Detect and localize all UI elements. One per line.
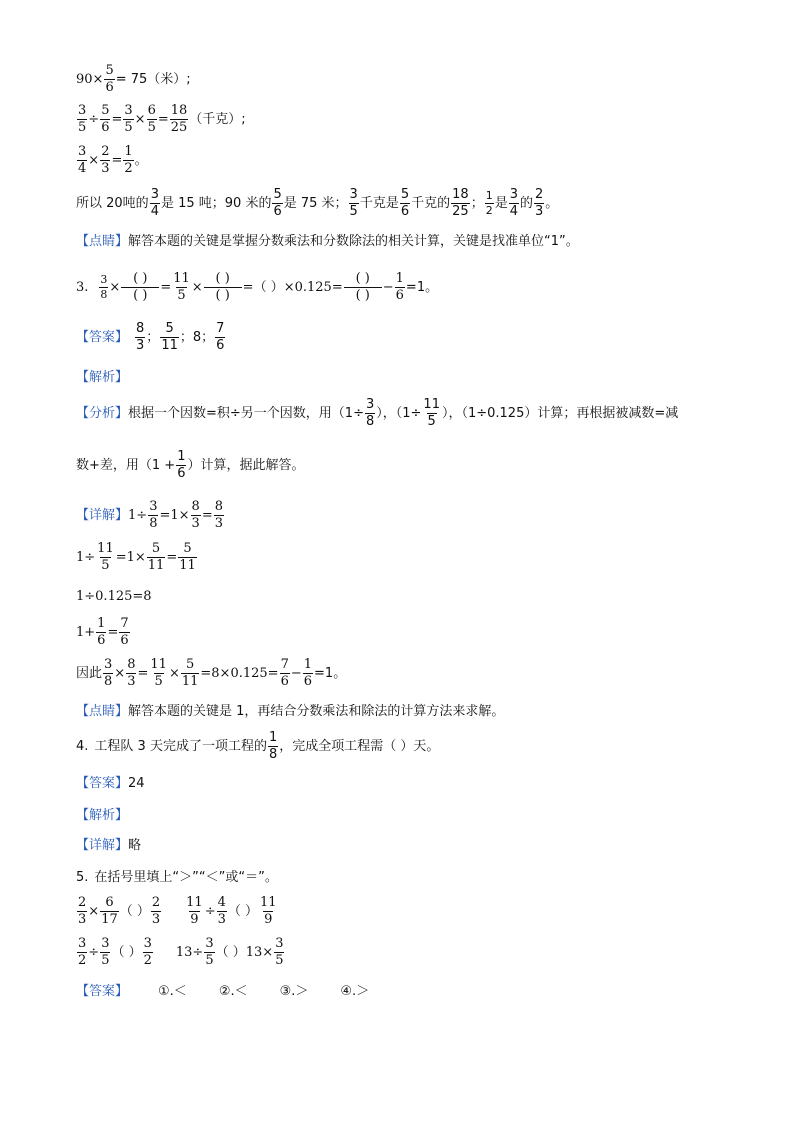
fraction — [96, 542, 115, 572]
numerator: 3 — [509, 187, 518, 202]
answer-blank[interactable]: ，完成全项工程需（ ）天。 — [279, 738, 440, 754]
denominator: 6 — [395, 287, 404, 303]
fraction — [215, 322, 225, 352]
question-4 — [76, 731, 439, 761]
fraction — [400, 188, 410, 218]
numerator: ( ) — [355, 271, 370, 286]
answer-3 — [76, 322, 226, 352]
numerator: 11 — [260, 895, 277, 910]
answer-item: ④.＞ — [340, 984, 370, 999]
numerator: 3 — [124, 103, 133, 118]
expr-text: =1。 — [405, 279, 439, 295]
detail-line-4 — [76, 617, 131, 647]
expr-text: 1+ — [76, 624, 96, 640]
fenxi-line-2 — [76, 450, 305, 480]
operator: × — [134, 111, 146, 127]
denominator: 3 — [217, 911, 226, 927]
numerator: 3 — [205, 936, 214, 951]
text: 的 — [520, 195, 534, 211]
expr-text: =1。 — [314, 665, 347, 681]
numerator: 5 — [101, 103, 110, 118]
question-3 — [76, 272, 438, 302]
numerator: 3 — [78, 936, 87, 951]
fraction — [135, 322, 145, 352]
fraction — [77, 145, 87, 175]
denominator: ( ) — [204, 287, 242, 303]
section-tag: 【答案】 — [76, 776, 129, 791]
denominator: 11 — [161, 337, 178, 353]
expr-text: ×0.125= — [283, 279, 343, 295]
detail-line-1 — [76, 500, 225, 530]
blank-fraction[interactable] — [121, 272, 159, 302]
fraction — [204, 937, 214, 967]
expr-text: 90× — [76, 71, 104, 87]
fraction — [160, 322, 179, 352]
numerator: 5 — [400, 187, 410, 202]
text: 。 — [545, 195, 559, 211]
separator: ； — [146, 329, 160, 345]
fraction — [181, 658, 200, 688]
numerator: 1 — [177, 449, 186, 464]
operator: ÷ — [88, 111, 100, 127]
expr-text: =1× — [115, 549, 146, 565]
denominator: 5 — [205, 952, 214, 968]
denominator: 17 — [101, 911, 118, 927]
operator: = — [111, 152, 123, 168]
text: 是 — [494, 195, 508, 211]
denominator: 5 — [124, 119, 133, 135]
denominator: 25 — [170, 119, 188, 135]
denominator: 8 — [149, 515, 158, 531]
text: ），（1÷0.125）计算；再根据被减数=减 — [441, 405, 679, 421]
text: ； — [470, 195, 484, 211]
numerator: ( ) — [215, 271, 230, 286]
jiexi-4 — [76, 809, 128, 822]
question-number: 3. — [76, 279, 89, 295]
answer-item: ②.＜ — [218, 984, 248, 999]
calc-line-1 — [76, 64, 191, 94]
blank-fraction[interactable] — [344, 272, 382, 302]
denominator: 6 — [120, 632, 129, 648]
numerator: 11 — [186, 895, 203, 910]
expr-text: 1÷0.125=8 — [76, 589, 152, 604]
numerator: 11 — [150, 657, 167, 672]
denominator: 11 — [181, 673, 199, 689]
fraction — [147, 542, 166, 572]
text: ）计算，据此解答。 — [187, 457, 305, 473]
blank-fraction[interactable] — [204, 272, 242, 302]
denominator: 9 — [264, 911, 273, 927]
detail-line-3 — [76, 590, 152, 603]
denominator: 5 — [177, 287, 186, 303]
operator: ÷ — [204, 903, 216, 919]
denominator: 5 — [275, 952, 284, 968]
denominator: 2 — [485, 203, 493, 217]
fraction — [303, 658, 313, 688]
numerator: 3 — [78, 103, 87, 118]
summary-line — [76, 188, 558, 218]
answer-item: ③.＞ — [279, 984, 309, 999]
numerator: 5 — [151, 541, 161, 556]
numerator: 3 — [143, 936, 152, 951]
fraction — [272, 188, 282, 218]
numerator: 1 — [124, 144, 133, 159]
expr-text: = — [201, 507, 213, 523]
fraction — [268, 731, 278, 761]
fraction — [191, 500, 201, 530]
numerator: ( ) — [133, 271, 148, 286]
operator: = — [111, 111, 123, 127]
denominator: 3 — [78, 911, 87, 927]
fraction — [365, 398, 375, 428]
numerator: 8 — [214, 499, 223, 514]
text: 千克的 — [411, 195, 451, 211]
operator: − — [382, 279, 394, 295]
numerator: 7 — [216, 321, 225, 336]
denominator: 3 — [535, 203, 544, 219]
detail-text: 略 — [128, 838, 142, 853]
question-text: 在括号里填上“＞”“＜”或“＝”。 — [94, 870, 278, 885]
question-text: 工程队 3 天完成了一项工程的 — [94, 738, 267, 754]
fraction — [77, 937, 87, 967]
denominator: ( ) — [121, 287, 159, 303]
dianjing-line-1 — [76, 235, 579, 248]
answer-4 — [76, 777, 145, 790]
fraction — [172, 272, 191, 302]
question-number: 4. — [76, 738, 89, 754]
denominator: 5 — [349, 203, 358, 219]
section-tag: 【点睛】 — [76, 704, 129, 719]
expr-text: =1× — [159, 507, 190, 523]
operator: = — [160, 279, 172, 295]
fraction — [349, 188, 359, 218]
expr-text: 1÷ — [76, 549, 96, 565]
numerator: 5 — [185, 657, 195, 672]
section-tag: 【解析】 — [76, 370, 129, 385]
denominator: 5 — [147, 119, 156, 135]
fraction — [100, 937, 110, 967]
fraction — [100, 896, 119, 926]
denominator: 3 — [151, 911, 161, 927]
numerator: 8 — [136, 321, 145, 336]
detail-line-5 — [76, 658, 346, 688]
text: 数+差，用（1 + — [76, 457, 176, 473]
q5-row-1 — [76, 896, 279, 926]
fraction — [123, 145, 133, 175]
denominator: 11 — [147, 557, 165, 573]
fraction — [422, 398, 441, 428]
answer-value: 24 — [128, 776, 145, 791]
text: 是 15 吨；90 米的 — [160, 195, 272, 211]
expr-text: 13÷ — [175, 944, 204, 960]
numerator: 1 — [303, 657, 313, 672]
denominator: 4 — [509, 203, 518, 219]
denominator: 2 — [124, 160, 133, 176]
fraction — [77, 104, 87, 134]
numerator: 3 — [149, 499, 158, 514]
denominator: 8 — [365, 413, 375, 429]
operator: = — [157, 111, 169, 127]
text: ），（1÷ — [376, 405, 422, 421]
q5-row-2 — [76, 937, 285, 967]
denominator: 8 — [100, 287, 108, 301]
denominator: 3 — [191, 515, 200, 531]
numerator: 2 — [101, 144, 110, 159]
denominator: 3 — [127, 673, 136, 689]
text: 根据一个因数=积÷另一个因数，用（1÷ — [128, 405, 364, 421]
numerator: 8 — [191, 499, 200, 514]
fraction — [104, 64, 114, 94]
denominator: 5 — [101, 557, 110, 573]
operator: = — [137, 665, 149, 681]
section-tag: 【答案】 — [76, 984, 129, 999]
operator: × — [88, 152, 100, 168]
numerator: 3 — [101, 936, 110, 951]
numerator: 7 — [120, 616, 129, 631]
numerator: 4 — [217, 895, 226, 910]
fraction — [148, 500, 158, 530]
denominator: 5 — [427, 413, 436, 429]
separator: ；8； — [179, 329, 215, 345]
denominator: ( ) — [344, 287, 382, 303]
denominator: 6 — [101, 119, 110, 135]
numerator: 5 — [183, 541, 192, 556]
fraction — [119, 617, 129, 647]
fraction — [77, 896, 87, 926]
fraction — [100, 104, 110, 134]
fraction — [147, 104, 157, 134]
denominator: 6 — [97, 632, 106, 648]
fenxi-line-1 — [76, 398, 678, 428]
expr-text: 13× — [245, 944, 274, 960]
numerator: 1 — [268, 730, 278, 745]
numerator: 1 — [97, 616, 106, 631]
numerator: 6 — [147, 103, 156, 118]
numerator: 3 — [275, 936, 284, 951]
denominator: 5 — [78, 119, 87, 135]
fraction — [509, 188, 519, 218]
expr-text: = — [166, 549, 178, 565]
fraction — [185, 896, 204, 926]
section-tag: 【解析】 — [76, 808, 129, 823]
numerator: 18 — [452, 187, 469, 202]
numerator: 1 — [485, 189, 493, 203]
expr-text: 。 — [134, 152, 148, 168]
expr-text: 因此 — [76, 665, 103, 681]
operator: × — [114, 665, 126, 681]
answer-item: ①.＜ — [158, 984, 187, 999]
expr-text: 1÷ — [128, 507, 148, 523]
numerator: 7 — [280, 657, 289, 672]
question-5 — [76, 871, 278, 884]
numerator: 5 — [273, 187, 282, 202]
denominator: 6 — [216, 337, 225, 353]
text: 是 75 米； — [283, 195, 348, 211]
calc-line-2 — [76, 104, 246, 134]
denominator: 11 — [179, 557, 196, 573]
fraction — [395, 272, 405, 302]
fraction — [151, 896, 161, 926]
fraction — [143, 937, 153, 967]
numerator: 1 — [395, 271, 404, 286]
expr-text: =8×0.125= — [200, 665, 279, 681]
numerator: 18 — [170, 103, 188, 118]
denominator: 6 — [177, 465, 186, 481]
expr-text: = 75（米）; — [115, 71, 191, 87]
text: 千克是 — [359, 195, 399, 211]
fraction — [214, 500, 224, 530]
denominator: 6 — [280, 673, 289, 689]
fraction — [100, 145, 110, 175]
denominator: 9 — [190, 911, 199, 927]
fraction — [178, 542, 197, 572]
fraction — [149, 658, 168, 688]
fraction — [534, 188, 544, 218]
denominator: 6 — [105, 79, 114, 95]
fraction — [170, 104, 189, 134]
question-number: 5. — [76, 870, 89, 885]
fraction — [217, 896, 227, 926]
operator: × — [109, 279, 121, 295]
numerator: 3 — [349, 187, 358, 202]
denominator: 3 — [214, 515, 223, 531]
fraction — [451, 188, 470, 218]
section-tag: 【详解】 — [76, 507, 129, 523]
fraction — [280, 658, 290, 688]
operator: ÷ — [88, 944, 100, 960]
denominator: 6 — [273, 203, 282, 219]
denominator: 2 — [78, 952, 87, 968]
denominator: 8 — [104, 673, 113, 689]
answer-blank[interactable]: （ ） — [253, 279, 284, 295]
numerator: 3 — [150, 187, 159, 202]
compare-blank[interactable]: （ ） — [215, 944, 246, 960]
numerator: 5 — [105, 63, 114, 78]
jiexi-3 — [76, 371, 128, 384]
calc-line-3 — [76, 145, 148, 175]
compare-blank[interactable]: （ ） — [227, 903, 259, 919]
compare-blank[interactable]: （ ） — [111, 944, 142, 960]
detail-4 — [76, 839, 141, 852]
fraction — [96, 617, 106, 647]
operator: = — [242, 279, 254, 295]
denominator: 4 — [150, 203, 159, 219]
denominator: 25 — [452, 203, 469, 219]
section-tag: 【答案】 — [76, 329, 129, 345]
numerator: 8 — [127, 657, 136, 672]
denominator: 5 — [101, 952, 110, 968]
expr-text: = — [107, 624, 119, 640]
dianjing-text: 解答本题的关键是 1，再结合分数乘法和除法的计算方法来求解。 — [128, 704, 505, 719]
fraction — [123, 104, 133, 134]
numerator: 2 — [535, 187, 544, 202]
numerator: 3 — [100, 273, 108, 287]
dianjing-line-3 — [76, 705, 504, 718]
fraction — [259, 896, 278, 926]
fraction — [150, 188, 160, 218]
operator: − — [290, 665, 302, 681]
denominator: 3 — [101, 160, 110, 176]
answer-5 — [76, 985, 369, 998]
detail-line-2 — [76, 542, 198, 572]
fraction — [176, 450, 186, 480]
numerator: 2 — [151, 895, 161, 910]
fraction — [274, 937, 284, 967]
denominator: 6 — [303, 673, 313, 689]
denominator: 4 — [78, 160, 87, 176]
numerator: 5 — [165, 321, 174, 336]
compare-blank[interactable]: （ ） — [119, 903, 150, 919]
fraction — [103, 658, 113, 688]
denominator: 2 — [143, 952, 152, 968]
numerator: 11 — [423, 397, 440, 412]
operator: × — [88, 903, 100, 919]
section-tag: 【分析】 — [76, 405, 129, 421]
denominator: 6 — [400, 203, 410, 219]
denominator: 8 — [268, 746, 278, 762]
dianjing-text: 解答本题的关键是掌握分数乘法和分数除法的相关计算，关键是找准单位“1”。 — [128, 234, 579, 249]
numerator: 3 — [104, 657, 113, 672]
fraction — [485, 190, 494, 216]
numerator: 11 — [173, 271, 190, 286]
operator: × — [191, 279, 203, 295]
section-tag: 【点睛】 — [76, 234, 129, 249]
fraction — [126, 658, 136, 688]
unit-text: （千克）; — [189, 111, 246, 127]
text: 所以 20吨的 — [76, 195, 149, 211]
operator: × — [168, 665, 180, 681]
numerator: 3 — [365, 397, 375, 412]
denominator: 5 — [154, 673, 163, 689]
numerator: 11 — [97, 541, 114, 556]
fraction — [99, 274, 108, 300]
denominator: 3 — [136, 337, 145, 353]
numerator: 2 — [78, 895, 87, 910]
numerator: 6 — [105, 895, 114, 910]
section-tag: 【详解】 — [76, 838, 129, 853]
numerator: 3 — [78, 144, 87, 159]
